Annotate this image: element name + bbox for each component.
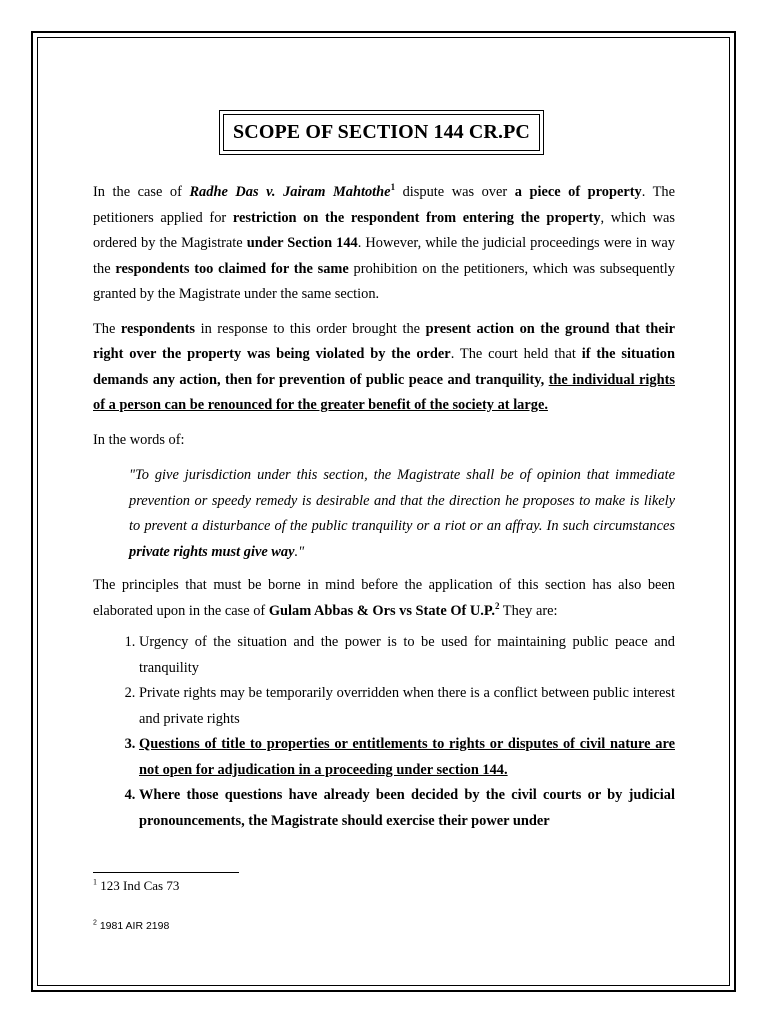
block-quote	[129, 463, 675, 565]
text: . The petitioners applied for	[93, 184, 675, 226]
list-item-text: Where those questions have already been decided by the civil courts or by judicial pronouncements, the Magistrate should exercise their power under	[139, 787, 675, 829]
paragraph-respondents	[93, 317, 675, 419]
text: . The court held that	[450, 346, 582, 362]
bold-text: if the situation demands any action, then for prevention of public peace and tranquility,	[93, 346, 676, 388]
text: . However, while the judicial proceedings were in way the	[93, 235, 675, 277]
footnote-1	[93, 878, 179, 894]
text: , which was ordered by the Magistrate	[93, 209, 675, 251]
paragraph-in-the-words-of: In the words of:	[93, 431, 185, 448]
document-body	[93, 180, 675, 834]
list-item	[139, 783, 675, 834]
principles-list	[93, 630, 675, 834]
footnote-2	[93, 920, 169, 932]
case-name: Radhe Das v. Jairam Mahtothe	[189, 184, 391, 200]
list-item: 2. Private rights may be temporarily overridden when there is a conflict between public interest and private rights	[139, 681, 675, 732]
footnote-text: 1981 AIR 2198	[99, 920, 170, 932]
paragraph-case-radhe-das	[93, 180, 675, 308]
footnote-number: 1	[93, 877, 97, 887]
text: dispute was over	[395, 184, 515, 200]
text: In the case of	[93, 184, 190, 200]
bold-text: present action on the ground that their right over the property was being violated by the order	[93, 320, 675, 362]
text: prohibition on the petitioners, which was subsequently granted by the Magistrate under the same section.	[93, 260, 675, 302]
list-item-text: Questions of title to properties or entitlements to rights or disputes of civil nature are not open for adjudication in a proceeding under section 144.	[139, 736, 675, 778]
text: They are:	[499, 602, 558, 619]
footnote-text: 123 Ind Cas 73	[100, 878, 180, 893]
bold-text: respondents	[120, 320, 196, 337]
paragraph-principles	[93, 573, 675, 624]
bold-text: respondents too claimed for the same	[115, 260, 349, 277]
case-name: Gulam Abbas & Ors vs State Of U.P.	[268, 602, 495, 619]
footnote-number: 2	[93, 919, 97, 927]
bold-text: restriction on the respondent from entering the property	[232, 209, 601, 226]
quote-bold-text: private rights must give way	[129, 543, 295, 560]
footnote-ref-2[interactable]: 2	[494, 600, 500, 611]
bold-underlined-text: the individual rights of a person can be renounced for the greater benefit of the society at large.	[93, 371, 675, 413]
list-item	[139, 732, 675, 783]
text: The	[93, 320, 121, 337]
footnote-ref-1[interactable]: 1	[390, 182, 396, 193]
quote-text: ."	[294, 543, 305, 560]
list-item: 1. Urgency of the situation and the power is to be used for maintaining public peace and tranquility	[139, 630, 675, 681]
page-title: SCOPE OF SECTION 144 CR.PC	[223, 114, 540, 151]
bold-text: a piece of property	[514, 184, 642, 200]
quote-text: "To give jurisdiction under this section, the Magistrate shall be of opinion that immediate prevention or speedy remedy is desirable and that the direction he proposes to make is likely to prevent a disturbance of the public tranquility or a riot or an affray. In such circumstances	[129, 467, 675, 534]
text: The principles that must be borne in mind before the application of this section has also been elaborated upon in the case of	[93, 577, 675, 619]
text: in response to this order brought the	[195, 320, 426, 337]
footnote-separator	[93, 872, 239, 873]
bold-text: under Section 144	[246, 235, 358, 251]
